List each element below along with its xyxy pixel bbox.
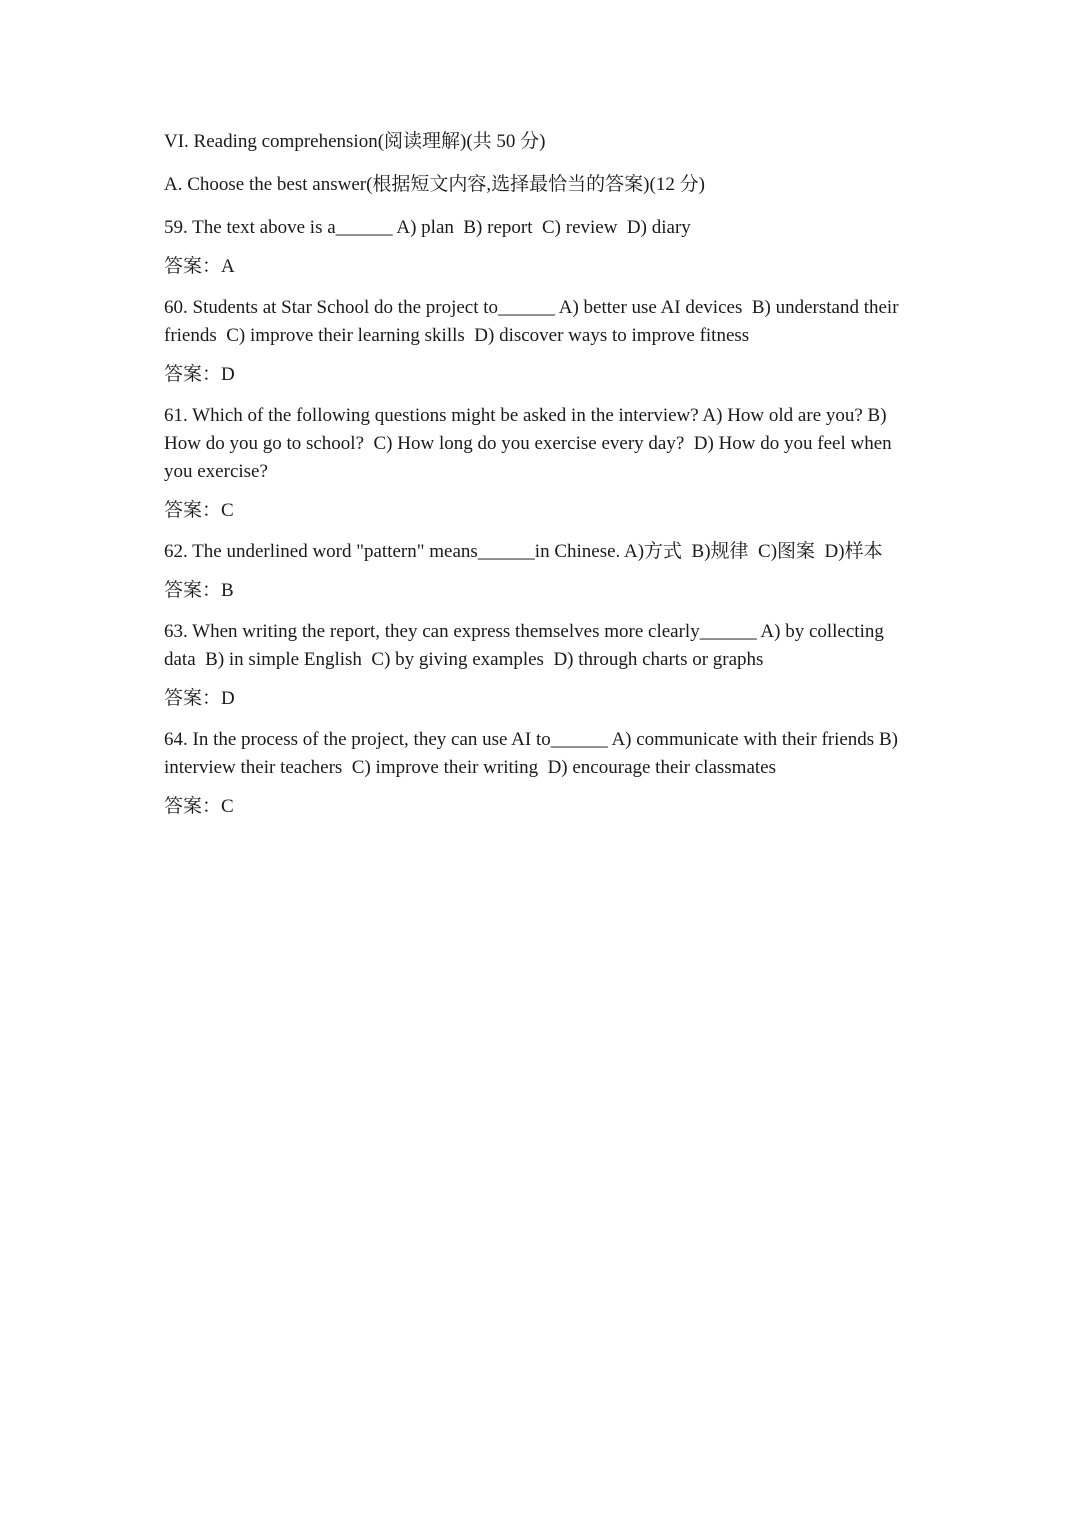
question-text: 64. In the process of the project, they can use AI to______ A) communicate with their friends B) interview their teachers C) improve their writing D) encourage their classmates bbox=[164, 729, 903, 778]
document-page bbox=[164, 128, 916, 834]
question-block bbox=[164, 294, 916, 389]
question-block bbox=[164, 402, 916, 525]
answer-text: 答案：D bbox=[164, 364, 235, 385]
section-subtitle: A. Choose the best answer(根据短文内容,选择最恰当的答案)(12 分) bbox=[164, 174, 705, 195]
answer-text: 答案：A bbox=[164, 256, 235, 277]
answer-text: 答案：B bbox=[164, 580, 234, 601]
answer-text: 答案：D bbox=[164, 688, 235, 709]
section-title: VI. Reading comprehension(阅读理解)(共 50 分) bbox=[164, 131, 546, 152]
answer-text: 答案：C bbox=[164, 796, 234, 817]
question-text: 61. Which of the following questions might be asked in the interview? A) How old are you? B) How do you go to school? C) How long do you exercise every day? D) How do you feel when you exercise? bbox=[164, 405, 897, 482]
question-text: 59. The text above is a______ A) plan B) report C) review D) diary bbox=[164, 217, 691, 238]
question-text: 60. Students at Star School do the project to______ A) better use AI devices B) understand their friends C) improve their learning skills D) discover ways to improve fitness bbox=[164, 297, 904, 346]
question-block bbox=[164, 618, 916, 713]
question-block bbox=[164, 214, 916, 281]
question-text: 62. The underlined word "pattern" means______in Chinese. A)方式 B)规律 C)图案 D)样本 bbox=[164, 541, 883, 562]
question-text: 63. When writing the report, they can express themselves more clearly______ A) by collecting data B) in simple English C) by giving examples D) through charts or graphs bbox=[164, 621, 889, 670]
question-block bbox=[164, 726, 916, 821]
question-block bbox=[164, 538, 916, 605]
answer-text: 答案：C bbox=[164, 500, 234, 521]
